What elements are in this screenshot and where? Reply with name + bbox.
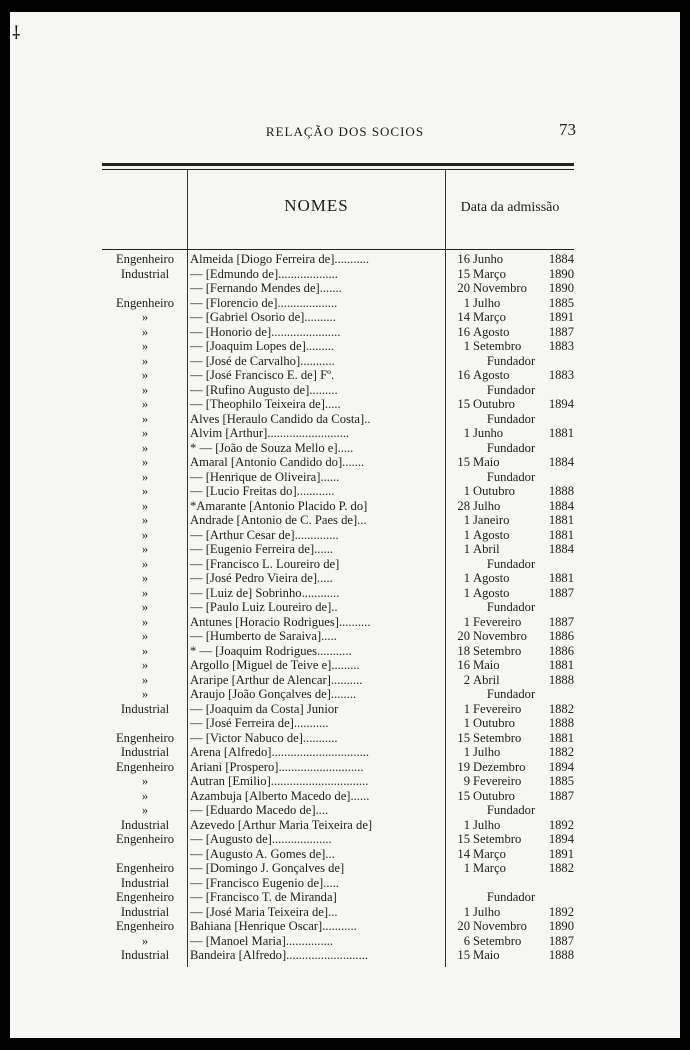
name-cell: — [Francisco Eugenio de]..... [190, 875, 339, 890]
admission-month: Junho [473, 252, 504, 266]
admission-year: 1892 [548, 904, 574, 919]
profession-cell: Engenheiro [115, 832, 175, 846]
table-row [102, 296, 574, 311]
table-row [102, 600, 574, 615]
table-row [102, 426, 574, 441]
profession-cell: » [141, 643, 149, 658]
admission-month: Março [473, 846, 506, 861]
admission-day: 14 [457, 310, 470, 324]
table-row [102, 658, 574, 673]
admission-day: 20 [457, 629, 470, 643]
table-row [102, 412, 574, 427]
profession-cell: Engenheiro [115, 759, 175, 774]
admission-month: Abril [473, 672, 500, 687]
admission-day: 18 [457, 643, 470, 658]
admission-day: 9 [463, 774, 470, 788]
table-row [102, 615, 574, 630]
admission-day: 1 [463, 426, 470, 440]
name-cell: Araujo [João Gonçalves de]........ [190, 687, 357, 701]
name-cell: Argollo [Miguel de Teive e]......... [190, 658, 360, 672]
name-cell: — [Florencio de]................... [190, 295, 338, 310]
table-row [102, 905, 574, 920]
table-row [102, 383, 574, 398]
admission-year: 1884 [548, 498, 574, 513]
admission-day: 16 [457, 658, 470, 672]
table-row [102, 325, 574, 340]
name-cell: Bandeira [Alfredo].......................... [190, 948, 369, 962]
table-row [102, 542, 574, 557]
column-header-nomes: NOMES [284, 196, 349, 215]
admission-day: 1 [463, 484, 470, 498]
table-row [102, 890, 574, 905]
admission-month: Fevereiro [473, 701, 522, 716]
profession-cell: Engenheiro [115, 730, 175, 745]
admission-month: Março [473, 266, 506, 281]
table-row [102, 629, 574, 644]
name-cell: — [Joaquim da Costa] Junior [190, 701, 339, 716]
admission-year: 1882 [548, 701, 574, 716]
admission-month: Agosto [473, 571, 510, 585]
admission-month: Fevereiro [473, 774, 522, 788]
admission-day: 14 [457, 846, 470, 861]
founder-cell: Fundador [486, 556, 536, 571]
admission-year: 1892 [548, 817, 574, 832]
profession-cell: Engenheiro [115, 861, 175, 875]
founder-cell: Fundador [486, 440, 536, 455]
profession-cell: » [141, 469, 149, 484]
table-row [102, 310, 574, 325]
admission-day: 1 [463, 571, 470, 585]
book-page [10, 12, 680, 1038]
admission-year: 1890 [548, 919, 574, 933]
admission-day: 20 [457, 281, 470, 295]
admission-day: 1 [463, 701, 470, 716]
admission-day: 19 [457, 759, 470, 774]
admission-year: 1882 [548, 861, 574, 875]
name-cell: — [Domingo J. Gonçalves de] [190, 861, 345, 875]
admission-day: 1 [463, 904, 470, 919]
founder-cell: Fundador [486, 353, 536, 368]
table-row [102, 441, 574, 456]
admission-day: 1 [463, 614, 470, 629]
admission-day: 15 [457, 730, 470, 745]
admission-month: Agosto [473, 368, 510, 382]
profession-cell: Industrial [120, 948, 170, 962]
table-row [102, 339, 574, 354]
admission-month: Julho [473, 817, 501, 832]
admission-month: Setembro [473, 339, 522, 353]
name-cell: Autran [Emilio]............................... [190, 774, 369, 788]
profession-cell: » [141, 585, 149, 600]
profession-cell: » [141, 368, 149, 382]
admission-day: 1 [463, 542, 470, 556]
table-row [102, 774, 574, 789]
table-row [102, 919, 574, 934]
profession-cell: » [141, 397, 149, 411]
profession-cell: » [141, 687, 149, 701]
table-row [102, 397, 574, 412]
name-cell: — [Theophilo Teixeira de]..... [190, 397, 341, 411]
profession-cell: » [141, 339, 149, 353]
table-row [102, 832, 574, 847]
table-row [102, 586, 574, 601]
admission-day: 28 [457, 498, 470, 513]
admission-day: 1 [463, 716, 470, 730]
table-row [102, 745, 574, 760]
admission-year: 1885 [548, 295, 574, 310]
admission-month: Novembro [473, 919, 527, 933]
admission-day: 1 [463, 745, 470, 759]
name-cell: — [Eduardo Macedo de].... [190, 803, 329, 817]
table-row [102, 571, 574, 586]
name-cell: — [Francisco L. Loureiro de] [190, 556, 340, 571]
table-row [102, 470, 574, 485]
table-row [102, 557, 574, 572]
admission-day: 16 [457, 252, 470, 266]
admission-month: Setembro [473, 832, 522, 846]
profession-cell: » [141, 324, 149, 339]
profession-cell: » [141, 788, 149, 803]
admission-year: 1883 [548, 368, 574, 382]
admission-month: Novembro [473, 629, 527, 643]
admission-year: 1888 [548, 948, 574, 962]
admission-year: 1881 [548, 571, 574, 585]
name-cell: — [José Pedro Vieira de]..... [190, 571, 333, 585]
profession-cell: Industrial [120, 817, 170, 832]
admission-day: 15 [457, 266, 470, 281]
admission-day: 2 [463, 672, 470, 687]
name-cell: — [Manoel Maria]............... [190, 933, 334, 948]
admission-day: 15 [457, 948, 470, 962]
admission-month: Janeiro [473, 513, 510, 527]
admission-year: 1890 [548, 281, 574, 295]
top-rule-thin [102, 169, 574, 170]
admission-day: 16 [457, 368, 470, 382]
founder-cell: Fundador [486, 803, 536, 817]
table-row [102, 716, 574, 731]
profession-cell: » [141, 498, 149, 513]
admission-month: Abril [473, 542, 500, 556]
profession-cell: » [141, 527, 149, 542]
name-cell: — [Victor Nabuco de]........... [190, 730, 338, 745]
members-list [102, 252, 574, 963]
admission-month: Março [473, 310, 506, 324]
name-cell: Azevedo [Arthur Maria Teixeira de] [190, 817, 373, 832]
name-cell: Arena [Alfredo]............................... [190, 745, 370, 759]
admission-year: 1886 [548, 643, 574, 658]
admission-month: Fevereiro [473, 614, 522, 629]
admission-month: Julho [473, 498, 501, 513]
table-row [102, 513, 574, 528]
admission-month: Setembro [473, 730, 522, 745]
name-cell: *Amarante [Antonio Placido P. do] [190, 498, 368, 513]
name-cell: — [Gabriel Osorio de].......... [190, 310, 336, 324]
admission-month: Outubro [473, 716, 515, 730]
table-row [102, 847, 574, 862]
name-cell: — [Augusto de]................... [190, 832, 332, 846]
admission-day: 1 [463, 585, 470, 600]
name-cell: — [Honorio de]...................... [190, 324, 341, 339]
admission-day: 1 [463, 513, 470, 527]
admission-month: Junho [473, 426, 504, 440]
profession-cell: » [141, 658, 149, 672]
table-row [102, 687, 574, 702]
admission-year: 1887 [548, 324, 574, 339]
admission-year: 1888 [548, 484, 574, 498]
table-row [102, 948, 574, 963]
admission-year: 1887 [548, 585, 574, 600]
table-row [102, 267, 574, 282]
admission-month: Novembro [473, 281, 527, 295]
admission-day: 1 [463, 861, 470, 875]
profession-cell: Engenheiro [115, 295, 175, 310]
table-row [102, 455, 574, 470]
profession-cell: » [141, 672, 149, 687]
admission-year: 1888 [548, 672, 574, 687]
name-cell: Andrade [Antonio de C. Paes de]... [190, 513, 367, 527]
name-cell: — [José Maria Teixeira de]... [190, 904, 338, 919]
profession-cell: » [141, 556, 149, 571]
founder-cell: Fundador [486, 469, 536, 484]
admission-month: Outubro [473, 484, 515, 498]
profession-cell: » [141, 484, 149, 498]
admission-year: 1890 [548, 266, 574, 281]
top-rule-thick [102, 163, 574, 166]
column-header-data: Data da admissão [460, 200, 560, 215]
corner-smudge-icon: ⸸ [12, 23, 21, 43]
admission-month: Março [473, 861, 506, 875]
profession-cell: Industrial [120, 701, 170, 716]
profession-cell: » [141, 571, 149, 585]
name-cell: Almeida [Diogo Ferreira de]........... [190, 252, 370, 266]
table-row [102, 354, 574, 369]
admission-day: 15 [457, 455, 470, 469]
name-cell: Amaral [Antonio Candido do]....... [190, 455, 365, 469]
founder-cell: Fundador [486, 382, 536, 397]
admission-year: 1887 [548, 788, 574, 803]
table-row [102, 861, 574, 876]
admission-day: 15 [457, 397, 470, 411]
profession-cell: Industrial [120, 266, 170, 281]
table-row [102, 934, 574, 949]
admission-month: Maio [473, 455, 500, 469]
admission-day: 1 [463, 527, 470, 542]
admission-year: 1884 [548, 455, 574, 469]
name-cell: — [Francisco T. de Miranda] [190, 890, 337, 904]
admission-day: 20 [457, 919, 470, 933]
name-cell: — [Luiz de] Sobrinho............ [190, 585, 340, 600]
table-row [102, 760, 574, 775]
table-row [102, 368, 574, 383]
admission-month: Outubro [473, 788, 515, 803]
profession-cell: » [141, 803, 149, 817]
table-row [102, 702, 574, 717]
admission-year: 1894 [548, 832, 574, 846]
name-cell: * — [Joaquim Rodrigues........... [190, 643, 352, 658]
name-cell: — [Humberto de Saraiva]..... [190, 629, 337, 643]
name-cell: Ariani [Prospero]........................... [190, 759, 364, 774]
table-row [102, 818, 574, 833]
admission-day: 15 [457, 788, 470, 803]
admission-month: Agosto [473, 585, 510, 600]
table-row [102, 673, 574, 688]
profession-cell: » [141, 774, 149, 788]
name-cell: — [Joaquim Lopes de]......... [190, 339, 335, 353]
profession-cell: Engenheiro [115, 890, 175, 904]
profession-cell: » [141, 382, 149, 397]
name-cell: Alves [Heraulo Candido da Costa].. [190, 411, 371, 426]
name-cell: Azambuja [Alberto Macedo de]...... [190, 788, 370, 803]
profession-cell: » [141, 411, 149, 426]
admission-year: 1884 [548, 542, 574, 556]
admission-year: 1881 [548, 513, 574, 527]
admission-year: 1888 [548, 716, 574, 730]
admission-month: Agosto [473, 324, 510, 339]
admission-year: 1891 [548, 846, 574, 861]
admission-year: 1881 [548, 426, 574, 440]
page-number: 73 [559, 120, 576, 139]
admission-month: Julho [473, 904, 501, 919]
profession-cell: Engenheiro [115, 252, 175, 266]
admission-month: Setembro [473, 643, 522, 658]
profession-cell: » [141, 600, 149, 614]
admission-year: 1894 [548, 759, 574, 774]
page-title: RELAÇÃO DOS SOCIOS [265, 124, 425, 139]
table-row [102, 252, 574, 267]
profession-cell: » [141, 513, 149, 527]
table-row [102, 803, 574, 818]
name-cell: — [Fernando Mendes de]....... [190, 281, 342, 295]
admission-day: 16 [457, 324, 470, 339]
admission-year: 1881 [548, 730, 574, 745]
admission-year: 1887 [548, 614, 574, 629]
admission-month: Maio [473, 948, 500, 962]
admission-day: 15 [457, 832, 470, 846]
name-cell: Alvim [Arthur].......................... [190, 426, 350, 440]
name-cell: — [Paulo Luiz Loureiro de].. [190, 600, 338, 614]
name-cell: — [José Francisco E. de] Fº. [190, 368, 335, 382]
admission-day: 1 [463, 339, 470, 353]
name-cell: Bahiana [Henrique Oscar]........... [190, 919, 357, 933]
name-cell: — [Arthur Cesar de].............. [190, 527, 339, 542]
admission-day: 1 [463, 817, 470, 832]
founder-cell: Fundador [486, 411, 536, 426]
admission-year: 1884 [548, 252, 574, 266]
profession-cell: » [141, 353, 149, 368]
admission-year: 1883 [548, 339, 574, 353]
name-cell: — [José Ferreira de]........... [190, 716, 329, 730]
admission-day: 1 [463, 295, 470, 310]
profession-cell: Industrial [120, 875, 170, 890]
admission-year: 1881 [548, 527, 574, 542]
admission-month: Dezembro [473, 759, 526, 774]
profession-cell: Industrial [120, 745, 170, 759]
header-rule [102, 249, 574, 250]
admission-month: Outubro [473, 397, 515, 411]
admission-day: 6 [463, 933, 470, 948]
table-row [102, 731, 574, 746]
admission-month: Julho [473, 745, 501, 759]
table-row [102, 499, 574, 514]
table-row [102, 528, 574, 543]
name-cell: Antunes [Horacio Rodrigues].......... [190, 614, 371, 629]
name-cell: * — [João de Souza Mello e]..... [190, 440, 354, 455]
admission-year: 1882 [548, 745, 574, 759]
admission-month: Agosto [473, 527, 510, 542]
admission-year: 1881 [548, 658, 574, 672]
name-cell: — [Augusto A. Gomes de]... [190, 846, 335, 861]
admission-year: 1887 [548, 933, 574, 948]
profession-cell: » [141, 629, 149, 643]
profession-cell: » [141, 440, 149, 455]
admission-month: Setembro [473, 933, 522, 948]
profession-cell: » [141, 614, 149, 629]
name-cell: — [Eugenio Ferreira de]...... [190, 542, 334, 556]
profession-cell: » [141, 933, 149, 948]
founder-cell: Fundador [486, 687, 536, 701]
founder-cell: Fundador [486, 600, 536, 614]
running-head [10, 120, 680, 144]
admission-year: 1891 [548, 310, 574, 324]
admission-year: 1886 [548, 629, 574, 643]
name-cell: — [Edmundo de]................... [190, 266, 338, 281]
name-cell: — [Lucio Freitas do]............ [190, 484, 335, 498]
name-cell: — [Rufino Augusto de]......... [190, 382, 338, 397]
table-row [102, 281, 574, 296]
name-cell: — [Henrique de Oliveira]...... [190, 469, 340, 484]
profession-cell: » [141, 310, 149, 324]
table-row [102, 789, 574, 804]
admission-year: 1885 [548, 774, 574, 788]
name-cell: — [José de Carvalho]........... [190, 353, 335, 368]
table-row [102, 484, 574, 499]
profession-cell: » [141, 426, 149, 440]
profession-cell: Engenheiro [115, 919, 175, 933]
profession-cell: Industrial [120, 904, 170, 919]
profession-cell: » [141, 542, 149, 556]
table-row [102, 644, 574, 659]
admission-year: 1894 [548, 397, 574, 411]
name-cell: Araripe [Arthur de Alencar].......... [190, 672, 363, 687]
admission-month: Maio [473, 658, 500, 672]
table-row [102, 876, 574, 891]
founder-cell: Fundador [486, 890, 536, 904]
admission-month: Julho [473, 295, 501, 310]
profession-cell: » [141, 455, 149, 469]
